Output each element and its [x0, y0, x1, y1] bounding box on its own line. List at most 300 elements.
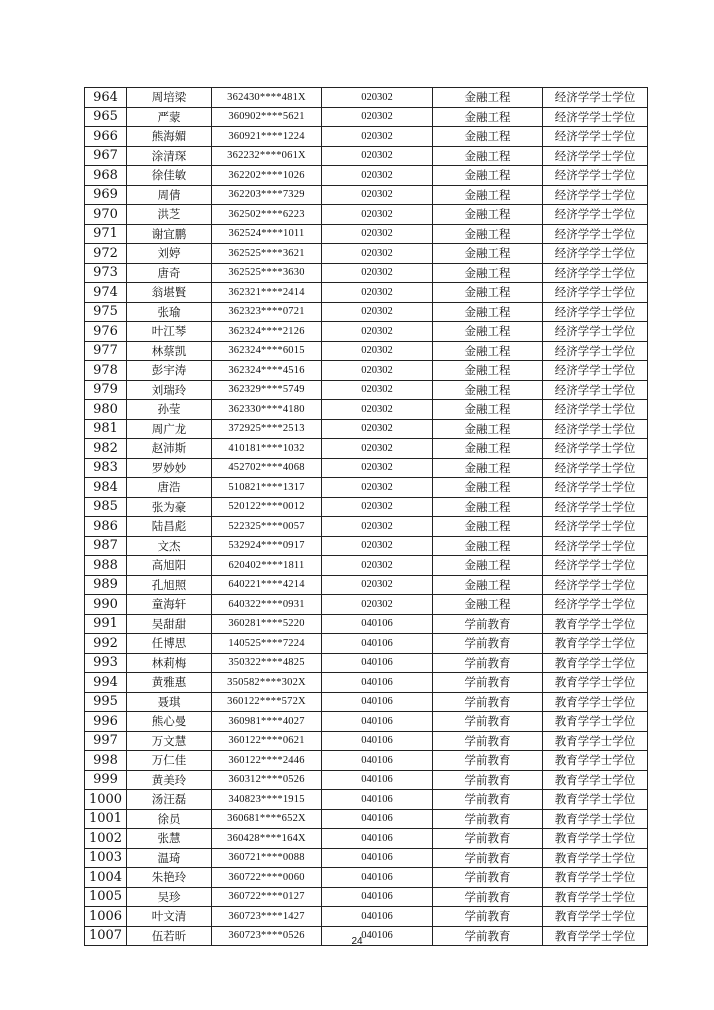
row-number-cell: 977	[85, 341, 127, 361]
id-number-cell: 362324****6015	[212, 341, 322, 361]
student-name-cell: 文杰	[127, 536, 212, 556]
student-name-cell: 周培梁	[127, 88, 212, 108]
major-name-cell: 金融工程	[433, 497, 543, 517]
row-number-cell: 991	[85, 614, 127, 634]
major-code-cell: 040106	[322, 614, 433, 634]
page-number: 24	[351, 936, 363, 947]
student-name-cell: 童海轩	[127, 595, 212, 615]
major-name-cell: 金融工程	[433, 205, 543, 225]
degree-type-cell: 经济学学士学位	[543, 439, 648, 459]
student-name-cell: 周倩	[127, 185, 212, 205]
degree-type-cell: 教育学学士学位	[543, 634, 648, 654]
major-name-cell: 金融工程	[433, 536, 543, 556]
row-number-cell: 1006	[85, 907, 127, 927]
student-name-cell: 张为豪	[127, 497, 212, 517]
table-row	[85, 692, 648, 712]
id-number-cell: 360721****0088	[212, 848, 322, 868]
major-name-cell: 金融工程	[433, 166, 543, 186]
table-row	[85, 127, 648, 147]
table-row	[85, 848, 648, 868]
major-code-cell: 020302	[322, 88, 433, 108]
major-code-cell: 020302	[322, 478, 433, 498]
student-name-cell: 赵沛斯	[127, 439, 212, 459]
id-number-cell: 360122****2446	[212, 751, 322, 771]
major-name-cell: 学前教育	[433, 887, 543, 907]
table-row	[85, 907, 648, 927]
table-row	[85, 887, 648, 907]
major-code-cell: 040106	[322, 770, 433, 790]
id-number-cell: 372925****2513	[212, 419, 322, 439]
major-name-cell: 金融工程	[433, 146, 543, 166]
id-number-cell: 522325****0057	[212, 517, 322, 537]
degree-type-cell: 教育学学士学位	[543, 907, 648, 927]
table-row	[85, 244, 648, 264]
row-number-cell: 969	[85, 185, 127, 205]
degree-type-cell: 经济学学士学位	[543, 419, 648, 439]
degree-type-cell: 教育学学士学位	[543, 868, 648, 888]
degree-type-cell: 经济学学士学位	[543, 341, 648, 361]
student-name-cell: 徐佳敏	[127, 166, 212, 186]
degree-type-cell: 教育学学士学位	[543, 653, 648, 673]
student-name-cell: 陆昌彪	[127, 517, 212, 537]
table-row	[85, 556, 648, 576]
row-number-cell: 975	[85, 302, 127, 322]
id-number-cell: 360722****0127	[212, 887, 322, 907]
degree-type-cell: 经济学学士学位	[543, 380, 648, 400]
major-name-cell: 金融工程	[433, 361, 543, 381]
student-name-cell: 张瑜	[127, 302, 212, 322]
major-code-cell: 040106	[322, 634, 433, 654]
id-number-cell: 532924****0917	[212, 536, 322, 556]
degree-type-cell: 经济学学士学位	[543, 205, 648, 225]
table-row	[85, 185, 648, 205]
major-code-cell: 020302	[322, 497, 433, 517]
major-code-cell: 020302	[322, 166, 433, 186]
major-code-cell: 040106	[322, 712, 433, 732]
table-row	[85, 634, 648, 654]
id-number-cell: 360428****164X	[212, 829, 322, 849]
table-row	[85, 361, 648, 381]
table-row	[85, 419, 648, 439]
major-name-cell: 学前教育	[433, 926, 543, 946]
major-name-cell: 金融工程	[433, 88, 543, 108]
table-row	[85, 712, 648, 732]
student-name-cell: 万仁佳	[127, 751, 212, 771]
major-code-cell: 040106	[322, 868, 433, 888]
degree-type-cell: 教育学学士学位	[543, 926, 648, 946]
id-number-cell: 362323****0721	[212, 302, 322, 322]
major-code-cell: 040106	[322, 790, 433, 810]
id-number-cell: 362525****3630	[212, 263, 322, 283]
degree-type-cell: 教育学学士学位	[543, 712, 648, 732]
row-number-cell: 990	[85, 595, 127, 615]
id-number-cell: 362330****4180	[212, 400, 322, 420]
major-name-cell: 学前教育	[433, 907, 543, 927]
major-name-cell: 金融工程	[433, 107, 543, 127]
student-name-cell: 唐奇	[127, 263, 212, 283]
id-number-cell: 410181****1032	[212, 439, 322, 459]
id-number-cell: 452702****4068	[212, 458, 322, 478]
student-name-cell: 朱艳玲	[127, 868, 212, 888]
table-row	[85, 400, 648, 420]
degree-type-cell: 经济学学士学位	[543, 263, 648, 283]
id-number-cell: 362321****2414	[212, 283, 322, 303]
major-code-cell: 040106	[322, 751, 433, 771]
major-code-cell: 040106	[322, 887, 433, 907]
major-name-cell: 金融工程	[433, 244, 543, 264]
id-number-cell: 360722****0060	[212, 868, 322, 888]
major-name-cell: 学前教育	[433, 809, 543, 829]
id-number-cell: 360122****572X	[212, 692, 322, 712]
major-name-cell: 金融工程	[433, 127, 543, 147]
major-name-cell: 学前教育	[433, 790, 543, 810]
row-number-cell: 987	[85, 536, 127, 556]
degree-type-cell: 教育学学士学位	[543, 848, 648, 868]
id-number-cell: 362524****1011	[212, 224, 322, 244]
id-number-cell: 362525****3621	[212, 244, 322, 264]
id-number-cell: 362329****5749	[212, 380, 322, 400]
row-number-cell: 988	[85, 556, 127, 576]
major-name-cell: 金融工程	[433, 575, 543, 595]
major-name-cell: 金融工程	[433, 439, 543, 459]
student-name-cell: 孔旭照	[127, 575, 212, 595]
student-name-cell: 任博思	[127, 634, 212, 654]
major-code-cell: 040106	[322, 809, 433, 829]
table-row	[85, 614, 648, 634]
id-number-cell: 360921****1224	[212, 127, 322, 147]
table-body	[85, 88, 648, 946]
degree-type-cell: 教育学学士学位	[543, 673, 648, 693]
degree-type-cell: 教育学学士学位	[543, 751, 648, 771]
student-name-cell: 张慧	[127, 829, 212, 849]
student-name-cell: 黄美玲	[127, 770, 212, 790]
table-row	[85, 731, 648, 751]
row-number-cell: 965	[85, 107, 127, 127]
student-name-cell: 熊心曼	[127, 712, 212, 732]
degree-type-cell: 教育学学士学位	[543, 731, 648, 751]
row-number-cell: 983	[85, 458, 127, 478]
degree-type-cell: 经济学学士学位	[543, 283, 648, 303]
table-row	[85, 829, 648, 849]
row-number-cell: 984	[85, 478, 127, 498]
major-code-cell: 020302	[322, 224, 433, 244]
major-name-cell: 金融工程	[433, 263, 543, 283]
major-code-cell: 020302	[322, 400, 433, 420]
id-number-cell: 362202****1026	[212, 166, 322, 186]
major-code-cell: 020302	[322, 595, 433, 615]
id-number-cell: 640221****4214	[212, 575, 322, 595]
student-name-cell: 罗妙妙	[127, 458, 212, 478]
student-name-cell: 聂琪	[127, 692, 212, 712]
degree-type-cell: 教育学学士学位	[543, 692, 648, 712]
id-number-cell: 350582****302X	[212, 673, 322, 693]
table-row	[85, 595, 648, 615]
major-code-cell: 020302	[322, 341, 433, 361]
degree-type-cell: 经济学学士学位	[543, 224, 648, 244]
table-row	[85, 458, 648, 478]
degree-type-cell: 教育学学士学位	[543, 614, 648, 634]
student-name-cell: 伍若昕	[127, 926, 212, 946]
table-row	[85, 88, 648, 108]
student-name-cell: 熊海媚	[127, 127, 212, 147]
id-number-cell: 520122****0012	[212, 497, 322, 517]
major-code-cell: 020302	[322, 322, 433, 342]
degree-type-cell: 经济学学士学位	[543, 517, 648, 537]
student-name-cell: 谢宜鹏	[127, 224, 212, 244]
row-number-cell: 989	[85, 575, 127, 595]
degree-list-table-container	[84, 87, 647, 946]
degree-type-cell: 教育学学士学位	[543, 809, 648, 829]
degree-type-cell: 经济学学士学位	[543, 302, 648, 322]
major-name-cell: 金融工程	[433, 322, 543, 342]
table-row	[85, 224, 648, 244]
row-number-cell: 993	[85, 653, 127, 673]
student-name-cell: 吴甜甜	[127, 614, 212, 634]
major-code-cell: 020302	[322, 575, 433, 595]
student-name-cell: 黄雅惠	[127, 673, 212, 693]
major-name-cell: 金融工程	[433, 302, 543, 322]
id-number-cell: 140525****7224	[212, 634, 322, 654]
row-number-cell: 998	[85, 751, 127, 771]
degree-type-cell: 教育学学士学位	[543, 770, 648, 790]
table-row	[85, 302, 648, 322]
row-number-cell: 982	[85, 439, 127, 459]
major-code-cell: 020302	[322, 263, 433, 283]
id-number-cell: 360122****0621	[212, 731, 322, 751]
major-name-cell: 金融工程	[433, 400, 543, 420]
degree-type-cell: 经济学学士学位	[543, 575, 648, 595]
degree-type-cell: 经济学学士学位	[543, 536, 648, 556]
major-code-cell: 020302	[322, 146, 433, 166]
degree-type-cell: 教育学学士学位	[543, 887, 648, 907]
table-row	[85, 283, 648, 303]
major-code-cell: 040106	[322, 692, 433, 712]
id-number-cell: 640322****0931	[212, 595, 322, 615]
major-name-cell: 学前教育	[433, 868, 543, 888]
major-code-cell: 020302	[322, 556, 433, 576]
table-row	[85, 517, 648, 537]
table-row	[85, 263, 648, 283]
major-name-cell: 学前教育	[433, 731, 543, 751]
id-number-cell: 362232****061X	[212, 146, 322, 166]
degree-type-cell: 经济学学士学位	[543, 185, 648, 205]
id-number-cell: 360902****5621	[212, 107, 322, 127]
major-name-cell: 学前教育	[433, 712, 543, 732]
major-name-cell: 学前教育	[433, 692, 543, 712]
student-name-cell: 汤汪磊	[127, 790, 212, 810]
table-row	[85, 809, 648, 829]
student-name-cell: 孙莹	[127, 400, 212, 420]
id-number-cell: 360981****4027	[212, 712, 322, 732]
major-code-cell: 020302	[322, 439, 433, 459]
major-name-cell: 金融工程	[433, 458, 543, 478]
student-name-cell: 刘婷	[127, 244, 212, 264]
row-number-cell: 976	[85, 322, 127, 342]
row-number-cell: 1000	[85, 790, 127, 810]
student-name-cell: 严蒙	[127, 107, 212, 127]
degree-type-cell: 经济学学士学位	[543, 146, 648, 166]
major-code-cell: 020302	[322, 458, 433, 478]
row-number-cell: 997	[85, 731, 127, 751]
major-name-cell: 金融工程	[433, 224, 543, 244]
table-row	[85, 790, 648, 810]
degree-type-cell: 经济学学士学位	[543, 478, 648, 498]
row-number-cell: 973	[85, 263, 127, 283]
id-number-cell: 362324****4516	[212, 361, 322, 381]
row-number-cell: 979	[85, 380, 127, 400]
student-name-cell: 高旭阳	[127, 556, 212, 576]
degree-type-cell: 教育学学士学位	[543, 790, 648, 810]
major-name-cell: 学前教育	[433, 673, 543, 693]
table-row	[85, 322, 648, 342]
row-number-cell: 964	[85, 88, 127, 108]
table-row	[85, 497, 648, 517]
id-number-cell: 360281****5220	[212, 614, 322, 634]
table-row	[85, 478, 648, 498]
row-number-cell: 1007	[85, 926, 127, 946]
student-name-cell: 林莉梅	[127, 653, 212, 673]
id-number-cell: 362324****2126	[212, 322, 322, 342]
major-name-cell: 学前教育	[433, 751, 543, 771]
major-code-cell: 020302	[322, 361, 433, 381]
major-name-cell: 金融工程	[433, 556, 543, 576]
degree-type-cell: 经济学学士学位	[543, 127, 648, 147]
major-code-cell: 040106	[322, 907, 433, 927]
table-row	[85, 166, 648, 186]
student-name-cell: 林蔡凯	[127, 341, 212, 361]
id-number-cell: 340823****1915	[212, 790, 322, 810]
id-number-cell: 620402****1811	[212, 556, 322, 576]
row-number-cell: 966	[85, 127, 127, 147]
table-row	[85, 536, 648, 556]
student-name-cell: 吴珍	[127, 887, 212, 907]
row-number-cell: 994	[85, 673, 127, 693]
major-name-cell: 金融工程	[433, 380, 543, 400]
table-row	[85, 653, 648, 673]
table-row	[85, 107, 648, 127]
row-number-cell: 967	[85, 146, 127, 166]
id-number-cell: 362203****7329	[212, 185, 322, 205]
major-code-cell: 040106	[322, 848, 433, 868]
student-name-cell: 唐浩	[127, 478, 212, 498]
row-number-cell: 971	[85, 224, 127, 244]
major-code-cell: 040106	[322, 653, 433, 673]
major-code-cell: 020302	[322, 185, 433, 205]
student-name-cell: 刘瑞玲	[127, 380, 212, 400]
table-row	[85, 205, 648, 225]
student-name-cell: 涂清琛	[127, 146, 212, 166]
major-code-cell: 040106	[322, 731, 433, 751]
student-name-cell: 周广龙	[127, 419, 212, 439]
student-name-cell: 温琦	[127, 848, 212, 868]
row-number-cell: 978	[85, 361, 127, 381]
id-number-cell: 362430****481X	[212, 88, 322, 108]
major-name-cell: 金融工程	[433, 185, 543, 205]
degree-type-cell: 经济学学士学位	[543, 244, 648, 264]
major-name-cell: 学前教育	[433, 770, 543, 790]
major-name-cell: 学前教育	[433, 653, 543, 673]
major-code-cell: 020302	[322, 107, 433, 127]
major-code-cell: 020302	[322, 419, 433, 439]
degree-type-cell: 经济学学士学位	[543, 458, 648, 478]
major-name-cell: 金融工程	[433, 283, 543, 303]
row-number-cell: 1002	[85, 829, 127, 849]
row-number-cell: 1003	[85, 848, 127, 868]
id-number-cell: 360723****1427	[212, 907, 322, 927]
degree-type-cell: 经济学学士学位	[543, 361, 648, 381]
row-number-cell: 981	[85, 419, 127, 439]
major-code-cell: 020302	[322, 517, 433, 537]
table-row	[85, 380, 648, 400]
student-name-cell: 彭宇涛	[127, 361, 212, 381]
student-name-cell: 洪芝	[127, 205, 212, 225]
major-name-cell: 学前教育	[433, 614, 543, 634]
major-code-cell: 040106	[322, 673, 433, 693]
degree-type-cell: 经济学学士学位	[543, 166, 648, 186]
table-row	[85, 673, 648, 693]
major-code-cell: 040106	[322, 926, 433, 946]
degree-type-cell: 经济学学士学位	[543, 497, 648, 517]
table-row	[85, 770, 648, 790]
major-name-cell: 金融工程	[433, 341, 543, 361]
degree-type-cell: 教育学学士学位	[543, 829, 648, 849]
student-name-cell: 万文慧	[127, 731, 212, 751]
student-name-cell: 徐员	[127, 809, 212, 829]
degree-list-table	[84, 87, 648, 946]
row-number-cell: 972	[85, 244, 127, 264]
major-code-cell: 020302	[322, 127, 433, 147]
major-code-cell: 040106	[322, 829, 433, 849]
major-name-cell: 金融工程	[433, 419, 543, 439]
row-number-cell: 985	[85, 497, 127, 517]
table-row	[85, 751, 648, 771]
row-number-cell: 980	[85, 400, 127, 420]
row-number-cell: 1004	[85, 868, 127, 888]
row-number-cell: 970	[85, 205, 127, 225]
table-row	[85, 146, 648, 166]
major-name-cell: 学前教育	[433, 848, 543, 868]
major-name-cell: 金融工程	[433, 595, 543, 615]
id-number-cell: 362502****6223	[212, 205, 322, 225]
id-number-cell: 360681****652X	[212, 809, 322, 829]
degree-type-cell: 经济学学士学位	[543, 556, 648, 576]
student-name-cell: 叶文清	[127, 907, 212, 927]
major-code-cell: 020302	[322, 283, 433, 303]
major-name-cell: 金融工程	[433, 478, 543, 498]
degree-type-cell: 经济学学士学位	[543, 400, 648, 420]
row-number-cell: 968	[85, 166, 127, 186]
id-number-cell: 510821****1317	[212, 478, 322, 498]
degree-type-cell: 经济学学士学位	[543, 322, 648, 342]
table-row	[85, 341, 648, 361]
row-number-cell: 995	[85, 692, 127, 712]
degree-type-cell: 经济学学士学位	[543, 107, 648, 127]
row-number-cell: 986	[85, 517, 127, 537]
id-number-cell: 360723****0526	[212, 926, 322, 946]
table-row	[85, 575, 648, 595]
student-name-cell: 翁堪賢	[127, 283, 212, 303]
id-number-cell: 350322****4825	[212, 653, 322, 673]
major-code-cell: 020302	[322, 244, 433, 264]
degree-type-cell: 经济学学士学位	[543, 595, 648, 615]
major-code-cell: 020302	[322, 205, 433, 225]
major-name-cell: 金融工程	[433, 517, 543, 537]
row-number-cell: 1005	[85, 887, 127, 907]
row-number-cell: 992	[85, 634, 127, 654]
degree-type-cell: 经济学学士学位	[543, 88, 648, 108]
id-number-cell: 360312****0526	[212, 770, 322, 790]
major-code-cell: 020302	[322, 380, 433, 400]
